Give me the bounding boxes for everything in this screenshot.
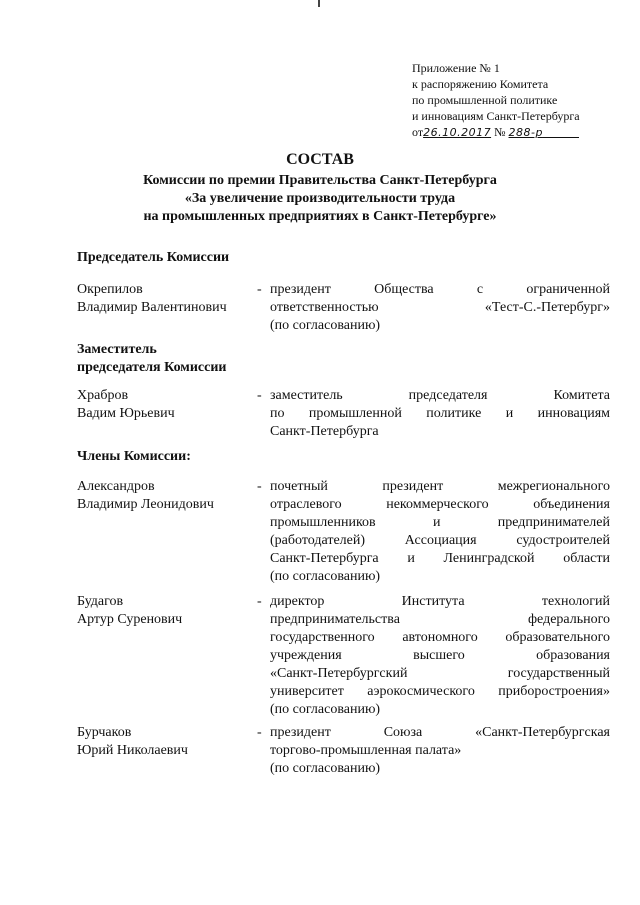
description-line: торгово-промышленная палата» (270, 743, 462, 758)
section-deputy (77, 341, 226, 377)
description-line: учреждения высшего образования (270, 648, 610, 663)
member-name (77, 593, 257, 629)
member-description (270, 478, 610, 586)
member-dash: - (257, 479, 262, 494)
description-line: университет аэрокосмического приборостроения» (270, 684, 610, 699)
member-dash: - (257, 282, 262, 297)
description-line: «Санкт-Петербургский государственный (270, 666, 610, 681)
description-line: (по согласованию) (270, 702, 381, 717)
description-line: государственного автономного образовательного (270, 630, 610, 645)
member-given-name: Владимир Валентинович (77, 300, 227, 315)
description-line: (по согласованию) (270, 569, 381, 584)
scan-mark (318, 0, 320, 7)
description-line: (по согласованию) (270, 761, 381, 776)
description-line: (по согласованию) (270, 318, 381, 333)
member-dash: - (257, 388, 262, 403)
title-line-1: Комиссии по премии Правительства Санкт-Петербурга (143, 173, 497, 188)
description-line: Санкт-Петербурга и Ленинградской области (270, 551, 610, 566)
member-name (77, 724, 257, 760)
description-line: президент Общества с ограниченной (270, 282, 610, 297)
member-surname: Храбров (77, 388, 129, 403)
member-given-name: Юрий Николаевич (77, 743, 188, 758)
member-name (77, 387, 257, 423)
member-description (270, 724, 610, 778)
title-line-2: «За увеличение производительности труда (184, 191, 456, 206)
description-line: директор Института технологий (270, 594, 610, 609)
member-name (77, 478, 257, 514)
number-value: 288-р (508, 126, 543, 139)
member-description (270, 281, 610, 335)
title-heading: СОСТАВ (286, 151, 354, 168)
description-line: промышленников и предпринимателей (270, 515, 610, 530)
description-line: Санкт-Петербурга (270, 424, 379, 439)
date-prefix: от (412, 125, 424, 139)
description-line: президент Союза «Санкт-Петербургская (270, 725, 610, 740)
member-surname: Бурчаков (77, 725, 132, 740)
member-surname: Окрепилов (77, 282, 143, 297)
section-deputy-line-2: председателя Комиссии (77, 360, 227, 375)
appendix-block (412, 60, 612, 141)
member-name (77, 281, 257, 317)
section-deputy-line-1: Заместитель (77, 342, 157, 357)
description-line: заместитель председателя Комитета (270, 388, 610, 403)
member-description (270, 593, 610, 719)
appendix-line-1: Приложение № 1 (412, 61, 500, 75)
description-line: (работодателей) Ассоциация судостроителей (270, 533, 610, 548)
number-prefix: № (494, 125, 506, 139)
appendix-line-4: и инновациям Санкт-Петербурга (412, 109, 580, 123)
member-dash: - (257, 594, 262, 609)
appendix-line-2: к распоряжению Комитета (412, 77, 549, 91)
title-line-3: на промышленных предприятиях в Санкт-Петербурге» (143, 209, 497, 224)
description-line: ответственностью «Тест-С.-Петербург» (270, 300, 610, 315)
section-chairman: Председатель Комиссии (77, 250, 230, 265)
member-dash: - (257, 725, 262, 740)
appendix-line-3: по промышленной политике (412, 93, 558, 107)
description-line: предпринимательства федерального (270, 612, 610, 627)
description-line: отраслевого некоммерческого объединения (270, 497, 610, 512)
member-given-name: Вадим Юрьевич (77, 406, 175, 421)
appendix-date-line (412, 124, 612, 141)
member-surname: Александров (77, 479, 155, 494)
description-line: почетный президент межрегионального (270, 479, 610, 494)
document-title (60, 150, 580, 226)
member-surname: Будагов (77, 594, 124, 609)
member-description (270, 387, 610, 441)
member-given-name: Владимир Леонидович (77, 497, 214, 512)
description-line: по промышленной политике и инновациям (270, 406, 610, 421)
date-value: 26.10.2017 (423, 126, 492, 139)
member-given-name: Артур Суренович (77, 612, 183, 627)
section-members: Члены Комиссии: (77, 449, 191, 464)
